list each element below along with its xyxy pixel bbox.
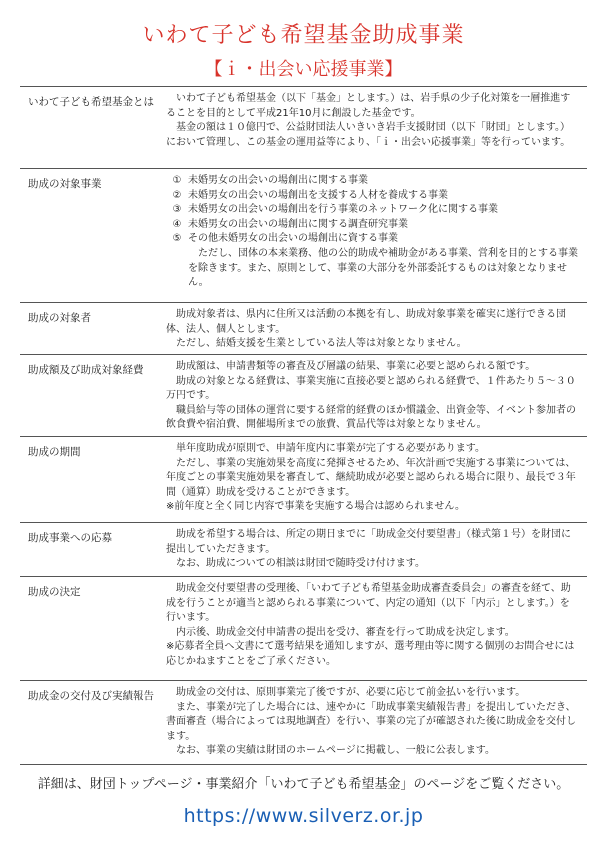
paragraph: ただし、団体の本来業務、他の公的助成や補助金がある事業、営利を目的とする事業を除きます。また、原則として、事業の大部分を外部委託するものは対象となりません。 xyxy=(188,247,578,289)
paragraph: また、事業が完了した場合には、速やかに「助成事業実績報告書」を提出していただき、書面審査（場合によっては現地調査）を行い、事業の完了が確認された後に助成金を交付します。 xyxy=(166,701,576,742)
row-content xyxy=(160,169,587,302)
footer-note: 詳細は、財団トップページ・事業紹介「いわて子ども希望基金」のページをご覧ください。 xyxy=(37,777,570,792)
list-text: 未婚男女の出会いの場創出に関する事業 xyxy=(188,175,368,186)
list-item xyxy=(166,218,579,233)
paragraph: 助成額は、申請書類等の審査及び層議の結果、事業に必要と認められる額です。 xyxy=(176,361,536,372)
table-row-target-projects xyxy=(20,169,587,303)
table-row-grant-period xyxy=(20,437,587,523)
paragraph: なお、事業の実績は財団のホームページに掲載し、一般に公表します。 xyxy=(176,745,495,757)
paragraph: いわて子ども希望基金（以下「基金」とします。）は、岩手県の少子化対策を一層推進することを目的として平成21年10月に創設した基金です。 xyxy=(166,93,571,119)
row-label: 助成の対象事業 xyxy=(28,178,102,190)
paragraph: ※応募者全員へ文書にて選考結果を通知しますが、選考理由等に関する個別のお問合せには応じかねますことをご了承ください。 xyxy=(166,641,575,667)
row-content xyxy=(160,437,587,522)
website-link[interactable]: https://www.silverz.or.jp xyxy=(183,805,424,827)
page-subtitle: 【ｉ・出会い応援事業】 xyxy=(204,59,403,80)
list-text: その他未婚男女の出会いの場創出に資する事業 xyxy=(188,233,398,245)
list-item xyxy=(166,203,579,218)
paragraph: 内示後、助成金交付申請書の提出を受け、審査を行って助成を決定します。 xyxy=(176,626,515,638)
paragraph: ただし、結婚支援を生業としている法人等は対象となりません。 xyxy=(176,338,467,350)
table-row-fund-about xyxy=(20,87,587,169)
paragraph: 助成金交付要望書の受理後、「いわて子ども希望基金助成審査委員会」の審査を経て、助成を行うことが適当と認められる事業について、内定の通知（以下「内示」とします。）を行います。 xyxy=(166,583,571,624)
row-label: 助成事業への応募 xyxy=(28,532,112,544)
paragraph: ※前年度と全く同じ内容で事業を実施する場合は認められません。 xyxy=(166,501,465,513)
list-number: ③ xyxy=(172,204,182,216)
paragraph: 職員給与等の団体の運営に要する経常的経費のほか慣議金、出資金等、イベント参加者の飲食費や宿泊費、開催場所までの旅費、賞品代等は対象となりません。 xyxy=(166,404,576,431)
list-text: 未婚男女の出会いの場創出を支援する人材を養成する事業 xyxy=(188,189,448,201)
info-table xyxy=(20,86,587,765)
list-number: ② xyxy=(172,189,182,201)
row-label: 助成の期間 xyxy=(28,446,81,458)
paragraph: 助成の対象となる経費は、事業実施に直接必要と認められる経費で、１件あたり５〜３０万円です。 xyxy=(166,375,576,402)
page-title: いわて子ども希望基金助成事業 xyxy=(142,23,465,48)
table-row-payment-report xyxy=(20,681,587,765)
list-item xyxy=(166,174,579,189)
list-text: 未婚男女の出会いの場創出に関する調査研究事業 xyxy=(188,218,408,230)
paragraph: 助成対象者は、県内に住所又は活動の本拠を有し、助成対象事業を確実に遂行できる団体、法人、個人とします。 xyxy=(166,309,566,335)
paragraph: 単年度助成が原則で、申請年度内に事業が完了する必要があります。 xyxy=(176,443,485,454)
table-row-decision xyxy=(20,577,587,681)
table-row-target-applicants xyxy=(20,303,587,355)
row-label: 助成金の交付及び実績報告 xyxy=(28,690,154,702)
row-content xyxy=(160,577,587,680)
row-label: 助成の決定 xyxy=(28,586,81,598)
paragraph: 助成金の交付は、原則事業完了後ですが、必要に応じて前金払いを行います。 xyxy=(176,687,526,698)
list-number: ④ xyxy=(172,218,182,230)
paragraph: 助成を希望する場合は、所定の期日までに「助成金交付要望書」（様式第１号）を財団に提出していただきます。 xyxy=(166,529,571,555)
row-label: 助成額及び助成対象経費 xyxy=(28,364,144,376)
row-content xyxy=(160,87,587,168)
list-number: ⑤ xyxy=(172,233,182,245)
list-text: 未婚男女の出会いの場創出を行う事業のネットワーク化に関する事業 xyxy=(188,204,498,216)
table-row-application xyxy=(20,523,587,577)
row-content xyxy=(160,523,587,576)
paragraph: ただし、事業の実施効果を高度に発揮させるため、年次計画で実施する事業については、年度ごとの事業実施効果を審査して、継続助成が必要と認められる場合に限り、最長で３年間（通算）助成を受けることができます。 xyxy=(166,457,576,498)
row-label: 助成の対象者 xyxy=(28,312,91,324)
row-content xyxy=(160,303,587,354)
list-number: ① xyxy=(172,175,182,186)
row-label: いわて子ども希望基金とは xyxy=(28,96,154,108)
list-item xyxy=(166,189,579,204)
table-row-grant-amount xyxy=(20,355,587,437)
paragraph: 基金の額は１０億円で、公益財団法人いきいき岩手支援財団（以下「財団」とします。）において管理し、この基金の運用益等により、「ｉ・出会い応援事業」等を行っています。 xyxy=(166,122,571,148)
row-content xyxy=(160,355,587,436)
list-item xyxy=(166,232,579,247)
row-content xyxy=(160,681,587,764)
paragraph: なお、助成についての相談は財団で随時受け付けます。 xyxy=(176,558,425,570)
